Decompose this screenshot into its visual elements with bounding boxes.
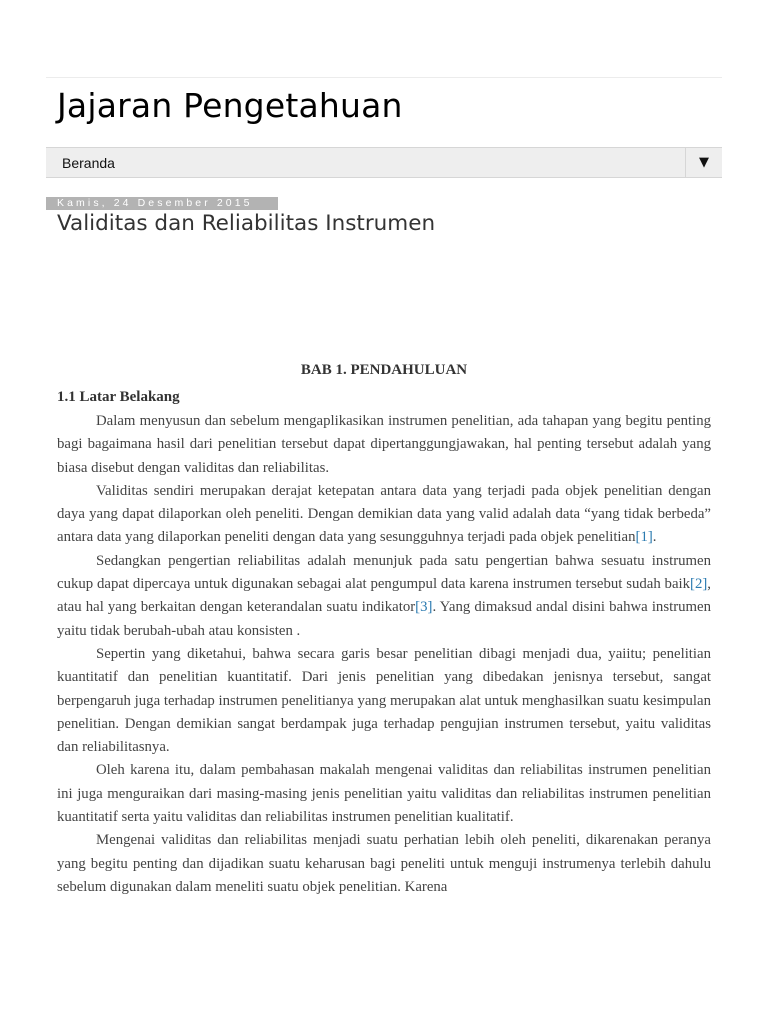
paragraph-text: . <box>652 529 657 546</box>
paragraph-3 <box>57 550 711 643</box>
chevron-down-icon[interactable]: ▼ <box>685 148 722 177</box>
post-date-header: Kamis, 24 Desember 2015 <box>46 197 278 210</box>
paragraph-text: , atau hal yang berkaitan dengan keterandalan suatu indikator <box>57 576 711 616</box>
citation-link-2[interactable]: [2] <box>690 576 708 593</box>
paragraph-1: Dalam menyusun dan sebelum mengaplikasikan instrumen penelitian, ada tahapan yang begitu penting bagi bagaimana hasil dari penelitian tersebut dapat dipertanggungjawakan, hal penting tersebut adalah yang biasa disebut dengan validitas dan reliabilitas. <box>57 413 711 476</box>
page-navigation-bar[interactable] <box>46 147 722 178</box>
paragraph-text: Sedangkan pengertian reliabilitas adalah menunjuk pada satu pengertian bahwa sesuatu instrumen cukup dapat dipercaya untuk digunakan sebagai alat pengumpul data karena instrumen tersebut sudah baik <box>57 552 711 593</box>
paragraph-text: . Yang dimaksud andal disini bahwa instrumen yaitu tidak berubah-ubah atau konsisten . <box>57 599 711 639</box>
header-divider <box>46 77 722 78</box>
post-body <box>57 357 711 899</box>
paragraph-6: Mengenai validitas dan reliabilitas menjadi suatu perhatian lebih oleh peneliti, dikarenakan peranya yang begitu penting dan dijadikan suatu keharusan bagi peneliti untuk menguji instrumenya terlebih dahulu sebelum digunakan dalam meneliti suatu objek penelitian. Karena <box>57 832 711 895</box>
paragraph-5: Oleh karena itu, dalam pembahasan makalah mengenai validitas dan reliabilitas instrumen penelitian ini juga menguraikan dari masing-masing jenis penelitian yaitu validitas dan reliabilitas instrumen penelitian kuantitatif serta yaitu validitas dan reliabilitas instrumen penelitian kualitatif. <box>57 762 711 826</box>
post-title[interactable]: Validitas dan Reliabilitas Instrumen <box>57 211 436 236</box>
citation-link-3[interactable]: [3] <box>415 599 433 616</box>
nav-item-beranda[interactable]: Beranda <box>62 155 115 171</box>
chapter-heading: BAB 1. PENDAHULUAN <box>300 362 468 378</box>
citation-link-1[interactable]: [1] <box>635 529 653 546</box>
section-heading: 1.1 Latar Belakang <box>57 389 180 405</box>
paragraph-4: Sepertin yang diketahui, bahwa secara garis besar penelitian dibagi menjadi dua, yaiitu; penelitian kuantitatif dan penelitian kuantitatif. Dari jenis penelitian yang dibedakan jenisnya tersebut, sangat berpengaruh juga terhadap instrumen penelitianya yang merupakan alat untuk menghasilkan suatu kesimpulan penelitian. Dengan demikian sangat berdampak juga terhadap pengujian instrumen tersebut, yaitu validitas dan reliabilitasnya. <box>57 645 711 756</box>
paragraph-2 <box>57 480 711 550</box>
paragraph-text: Validitas sendiri merupakan derajat ketepatan antara data yang terjadi pada objek penelitian dengan daya yang dapat dilaporkan oleh peneliti. Dengan demikian data yang valid adalah data “yang tidak berbeda” antara data yang dilaporkan peneliti dengan data yang sesungguhnya terjadi pada objek penelitian <box>57 482 711 546</box>
blog-title[interactable]: Jajaran Pengetahuan <box>57 86 403 125</box>
